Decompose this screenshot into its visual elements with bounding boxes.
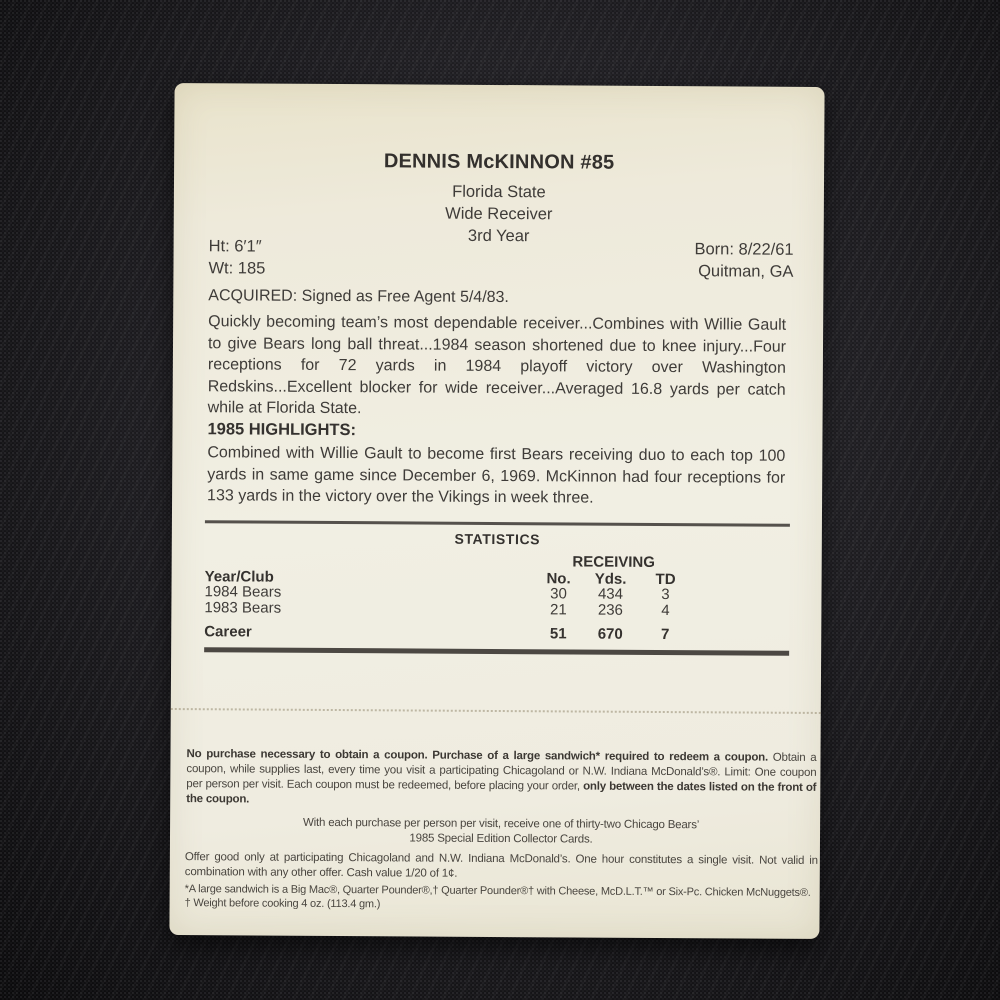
legal-paragraph [186,747,816,811]
weight: Wt: 185 [208,258,266,278]
col-yds: Yds. [594,570,627,588]
position: Wide Receiver [445,204,553,224]
experience-year: 3rd Year [467,226,530,246]
col-no: No. [546,569,571,587]
birthplace: Quitman, GA [698,261,794,281]
vitals-right [694,239,793,283]
footnote-sandwich: *A large sandwich is a Big Mac®, Quarter Pounder®,† Quarter Pounder®† with Cheese, McD.L.T.™ or Six-Pc. Chicken McNuggets®. [184,883,811,899]
highlights-heading: 1985 HIGHLIGHTS: [207,420,357,440]
legal-bold-tail: only between the dates listed on the front of the coupon. [186,780,817,806]
promo-line-2: 1985 Special Edition Collector Cards. [409,832,593,846]
footnotes [185,882,818,914]
stats-row-1984: 1984 Bears 30 434 3 [204,583,670,604]
promo-line-1: With each purchase per person per visit, receive one of thirty-two Chicago Bears’ [303,816,700,832]
stats-row-1983: 1983 Bears 21 236 4 [204,598,670,619]
statistics-table [204,520,790,655]
stats-top-rule [205,520,790,527]
legal-bold-lead: No purchase necessary to obtain a coupon. Purchase of a large sandwich* required to redeem a coupon. [186,748,769,764]
height: Ht: 6′1″ [208,237,262,256]
trading-card-back [169,83,824,939]
offer-paragraph: Offer good only at participating Chicagoland and N.W. Indiana McDonald’s. One hour constitutes a single visit. Not valid in combination with any other offer. Cash value 1/20 of 1¢. [184,851,818,880]
born: Born: 8/22/61 [694,240,794,259]
stats-row-career: Career 51 670 7 [204,623,670,644]
footnote-weight: † Weight before cooking 4 oz. (113.4 gm.) [184,897,381,911]
player-name: DENNIS McKINNON #85 [383,150,615,174]
legal-regular: Obtain a coupon, while supplies last, every time you visit a participating Chicagoland or N.W. Indiana McDonald’s®. Limit: One coupon per person per visit. Each coupon must be redeemed, before placing your order, [186,751,817,793]
stats-bottom-rule [204,647,789,656]
acquired-line: ACQUIRED: Signed as Free Agent 5/4/83. [208,287,509,307]
perforation-line [171,708,821,714]
col-td: TD [655,570,676,588]
highlights-paragraph: Combined with Willie Gault to become first Bears receiving duo to each top 100 yards in same game since December 6, 1969. McKinnon had four receptions for 133 yards in the victory over the Vikings in week three. [207,444,786,507]
college: Florida State [452,182,546,202]
bio-paragraph: Quickly becoming team’s most dependable receiver...Combines with Willie Gault to give Bears long ball threat...1984 season shortened due to knee injury...Four receptions for 72 yards in 1984 playoff victory over Washington Redskins...Excellent blocker for wide receiver...Averaged 16.8 yards per catch while at Florida State. [207,313,787,418]
receiving-group-header: RECEIVING [572,553,655,571]
statistics-heading: STATISTICS [454,530,541,548]
vitals-left [208,236,265,279]
col-year-club: Year/Club [204,567,274,586]
promo-text [186,815,816,849]
